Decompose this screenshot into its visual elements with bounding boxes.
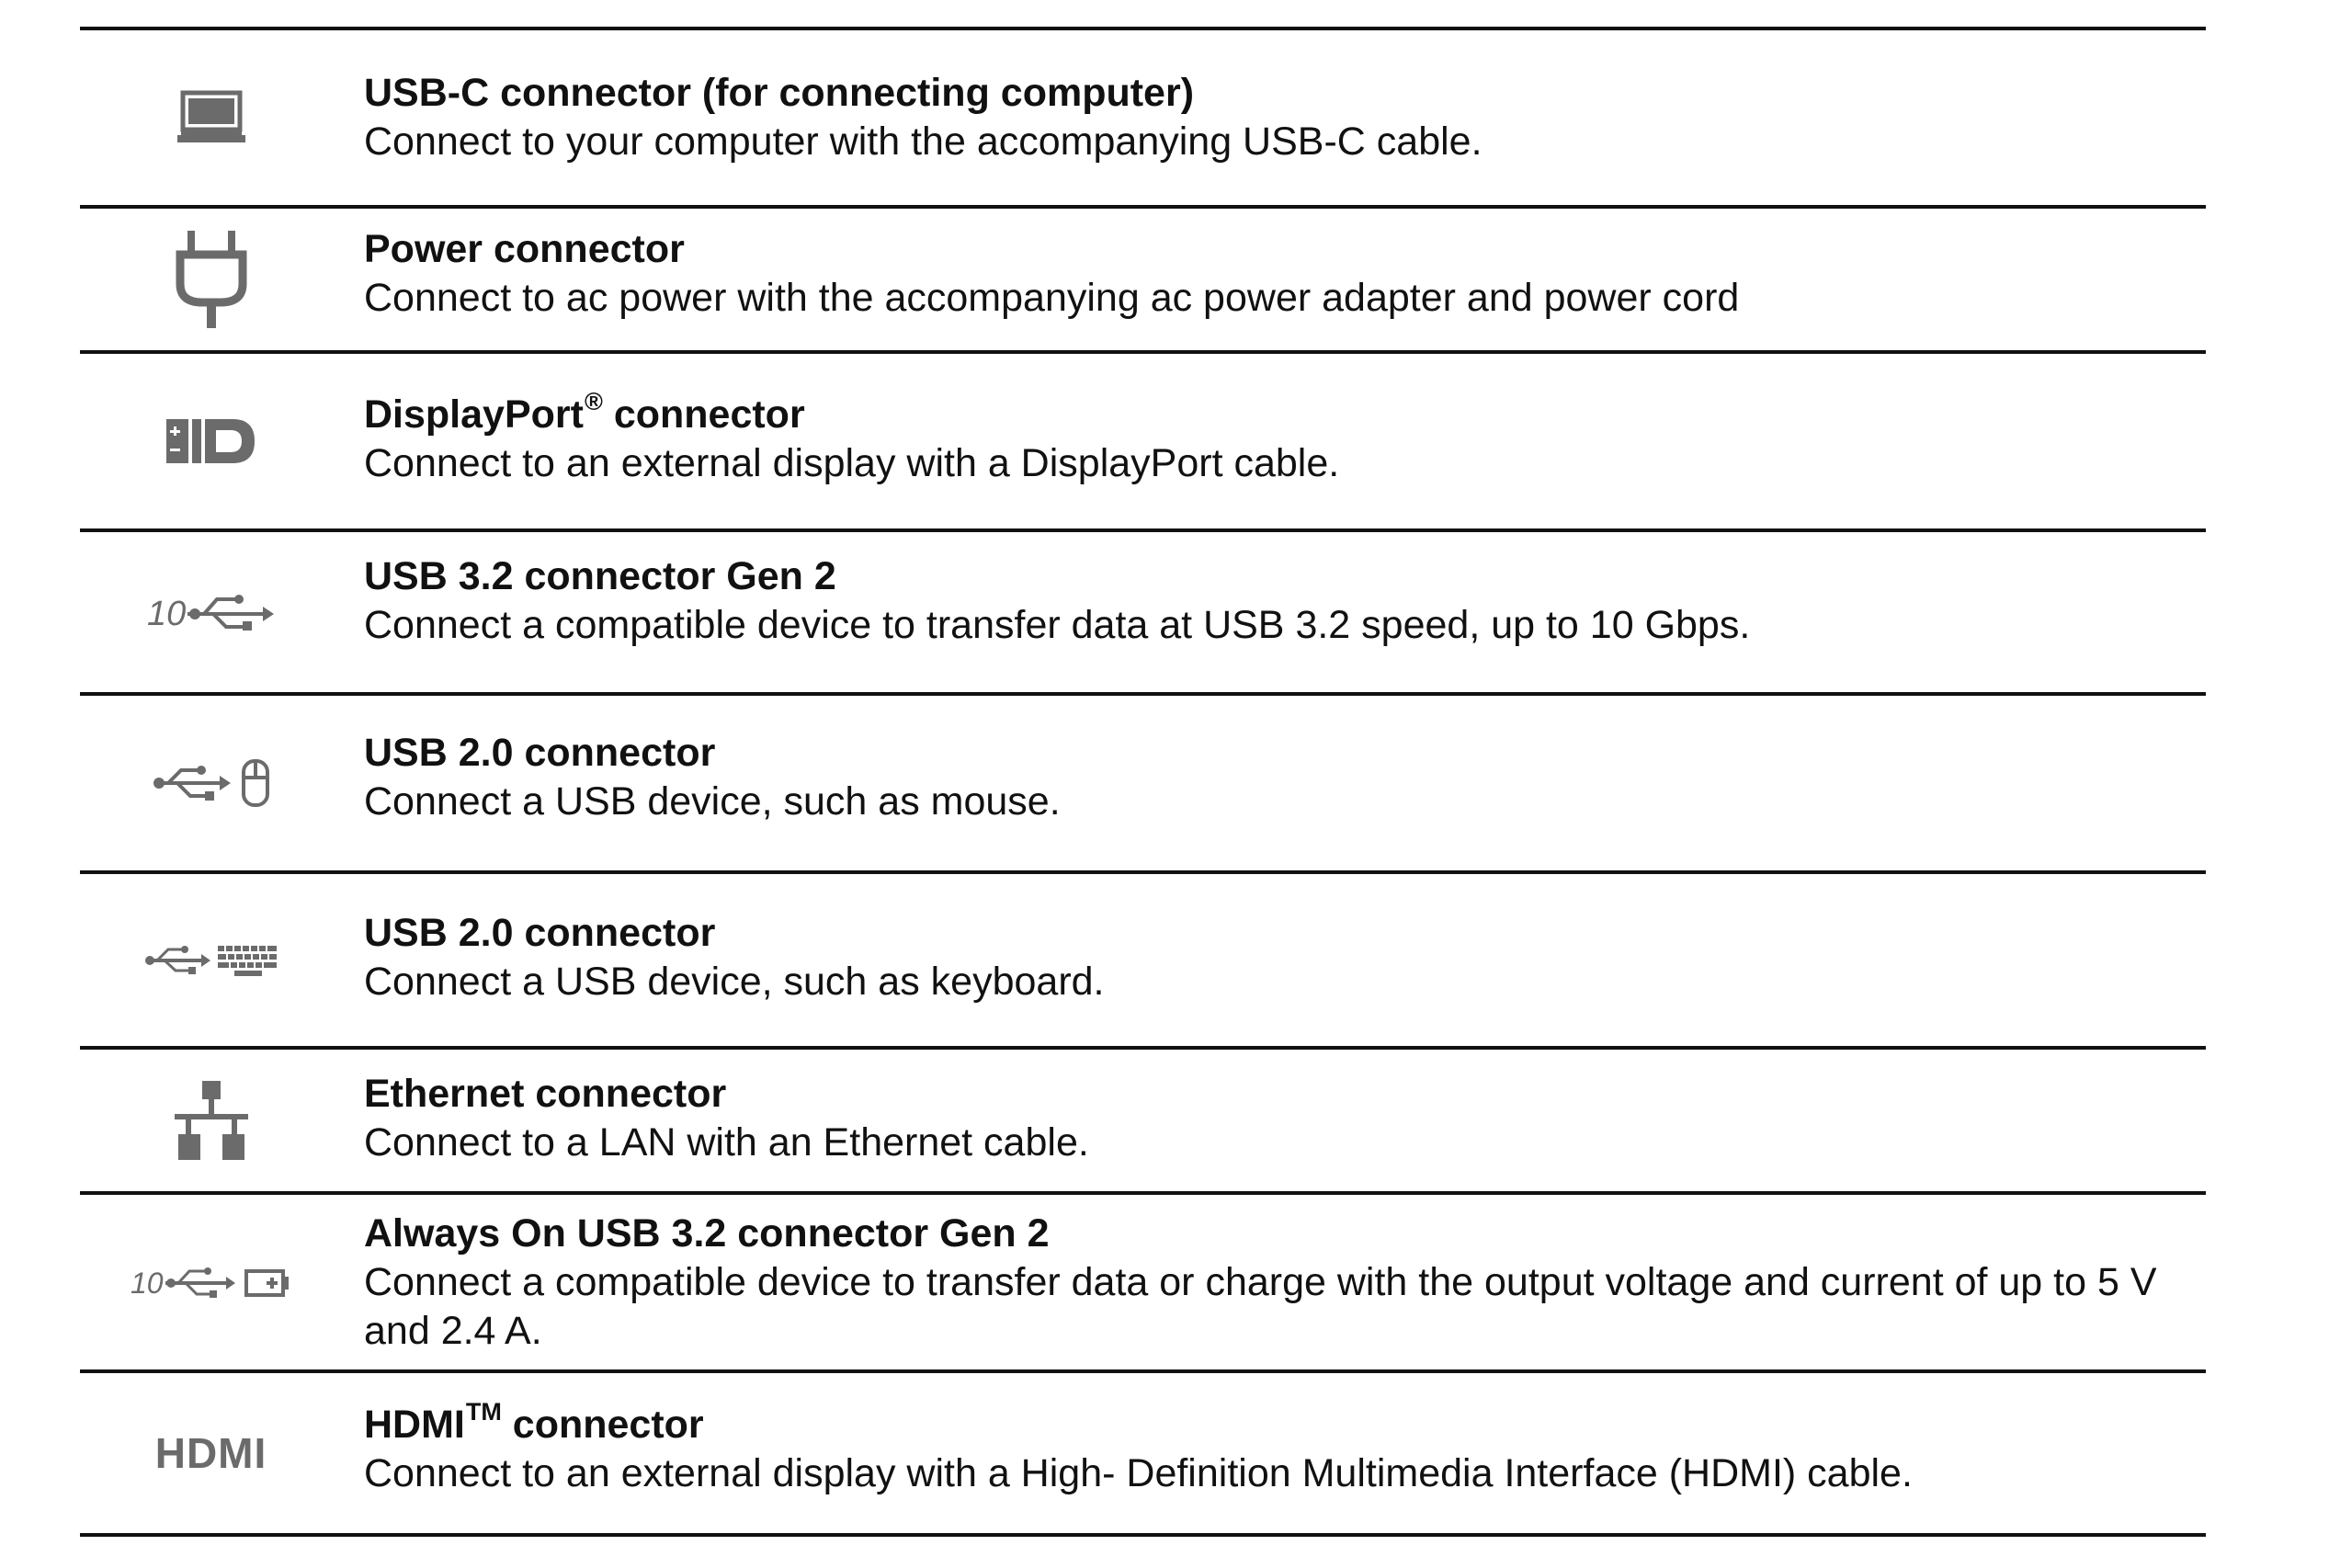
row-text xyxy=(364,729,2187,826)
usb-speed-label: 10 xyxy=(130,1267,164,1300)
hdmi-logo-text: HDMI xyxy=(154,1429,267,1477)
connector-description: Connect to an external display with a DisplayPort cable. xyxy=(364,441,1340,485)
registered-mark: ® xyxy=(584,387,603,415)
row-text xyxy=(364,387,2187,488)
table-rule xyxy=(80,1533,2206,1537)
ethernet-icon xyxy=(80,1050,342,1191)
table-row xyxy=(80,532,2206,692)
connector-title: DisplayPort® connector xyxy=(364,387,805,437)
connector-title: HDMI™ connector xyxy=(364,1397,704,1447)
connector-description: Connect a compatible device to transfer data or charge with the output voltage and current of up to 5 V and 2.4 A. xyxy=(364,1260,2157,1353)
table-row xyxy=(80,354,2206,528)
table-row xyxy=(80,1195,2206,1369)
table-row xyxy=(80,874,2206,1046)
connector-title: Always On USB 3.2 connector Gen 2 xyxy=(364,1211,1050,1256)
row-text xyxy=(364,1397,2187,1498)
row-text xyxy=(364,225,2187,323)
row-text xyxy=(364,552,2187,650)
usb-mouse-icon xyxy=(80,696,342,870)
connector-title: Power connector xyxy=(364,227,685,271)
usb-always-on-icon xyxy=(80,1195,342,1369)
hdmi-icon xyxy=(80,1373,342,1533)
table-row xyxy=(80,1373,2206,1533)
row-text xyxy=(364,1070,2187,1167)
connector-description: Connect a compatible device to transfer data at USB 3.2 speed, up to 10 Gbps. xyxy=(364,603,1751,647)
usb-speed-label: 10 xyxy=(146,595,186,633)
displayport-icon xyxy=(80,354,342,528)
connector-description: Connect a USB device, such as keyboard. xyxy=(364,960,1105,1004)
trademark-mark: TM xyxy=(465,1397,502,1426)
connector-description: Connect to an external display with a High- Definition Multimedia Interface (HDMI) cable. xyxy=(364,1451,1913,1495)
table-row xyxy=(80,1050,2206,1191)
connector-description: Connect to your computer with the accompanying USB-C cable. xyxy=(364,119,1482,164)
connector-title: USB 2.0 connector xyxy=(364,911,716,955)
connector-description: Connect a USB device, such as mouse. xyxy=(364,779,1061,824)
usb-keyboard-icon xyxy=(80,874,342,1046)
connector-title: Ethernet connector xyxy=(364,1072,727,1116)
connector-title: USB 3.2 connector Gen 2 xyxy=(364,554,836,598)
power-plug-icon xyxy=(80,209,342,350)
table-row xyxy=(80,696,2206,870)
connector-description: Connect to a LAN with an Ethernet cable. xyxy=(364,1120,1089,1165)
row-text xyxy=(364,909,2187,1006)
laptop-icon xyxy=(80,30,342,205)
connector-title: USB-C connector (for connecting computer) xyxy=(364,71,1195,115)
connector-description: Connect to ac power with the accompanying ac power adapter and power cord xyxy=(364,276,1740,320)
row-text xyxy=(364,1210,2187,1356)
table-row xyxy=(80,30,2206,205)
connector-table xyxy=(80,27,2206,1537)
usb-10gbps-icon xyxy=(80,532,342,692)
connector-title: USB 2.0 connector xyxy=(364,731,716,775)
table-row xyxy=(80,209,2206,350)
row-text xyxy=(364,69,2187,166)
